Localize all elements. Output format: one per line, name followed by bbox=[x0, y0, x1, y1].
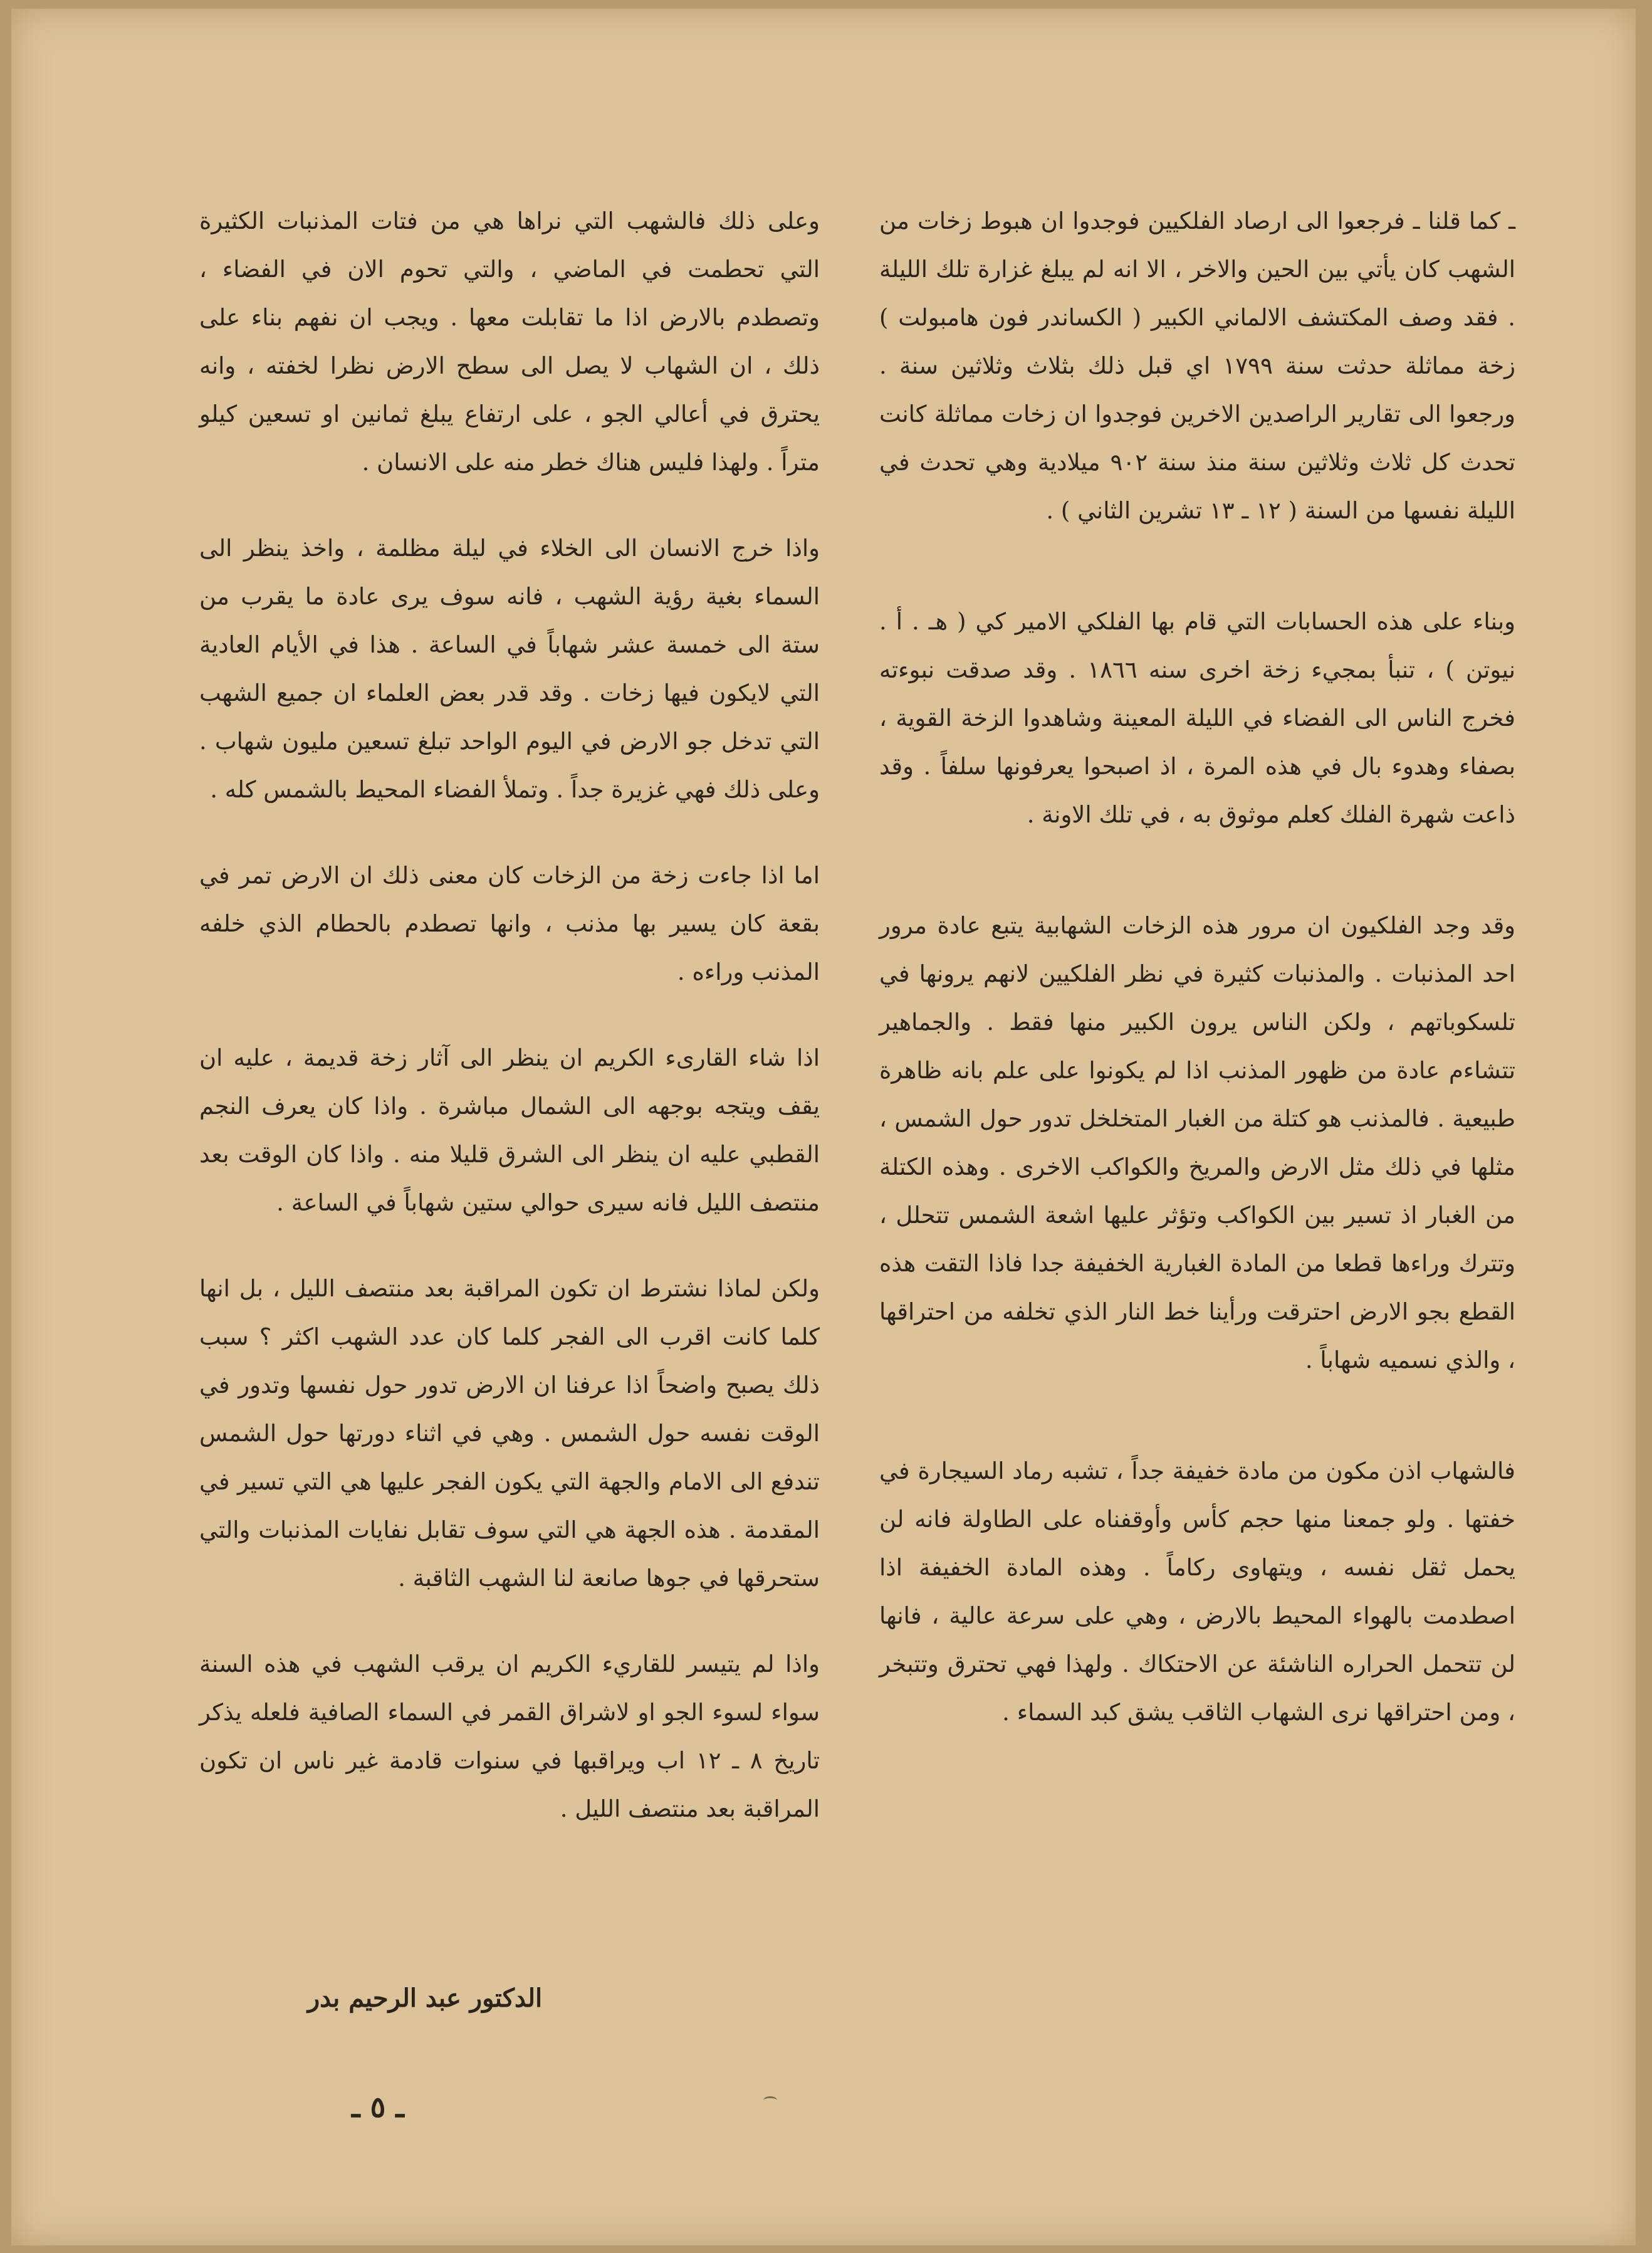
page-number: ـ ٥ ـ bbox=[352, 2090, 404, 2124]
paragraph: ـ كما قلنا ـ فرجعوا الى ارصاد الفلكيين فوجدوا ان هبوط زخات من الشهب كان يأتي بين الحين والاخر ، الا انه لم يبلغ غزارة تلك الليلة . فقد وصف المكتشف الالماني الكبير ( الكساندر فون هامبولت ) زخة مماثلة حدثت سنة ١٧٩٩ اي قبل ذلك بثلاث وثلاثين سنة . ورجعوا الى تقارير الراصدين الاخرين فوجدوا ان زخات مماثلة كانت تحدث كل ثلاث وثلاثين سنة منذ سنة ٩٠٢ ميلادية وهي تحدث في الليلة نفسها من السنة ( ١٢ ـ ١٣ تشرين الثاني ) . bbox=[879, 207, 1516, 524]
article-column-left bbox=[199, 197, 820, 1833]
paragraph: وعلى ذلك فالشهب التي نراها هي من فتات المذنبات الكثيرة التي تحطمت في الماضي ، والتي تحوم الان في الفضاء ، وتصطدم بالارض اذا ما تقابلت معها . ويجب ان نفهم بناء على ذلك ، ان الشهاب لا يصل الى سطح الارض نظرا لخفته ، وانه يحترق في أعالي الجو ، على ارتفاع يبلغ ثمانين او تسعين كيلو متراً . ولهذا فليس هناك خطر منه على الانسان . bbox=[199, 207, 820, 476]
article-column-right bbox=[879, 197, 1515, 1736]
paragraph: واذا خرج الانسان الى الخلاء في ليلة مظلمة ، واخذ ينظر الى السماء بغية رؤية الشهب ، فانه سوف يرى عادة ما يقرب من ستة الى خمسة عشر شهاباً في الساعة . هذا في الأيام العادية التي لايكون فيها زخات . وقد قدر بعض العلماء ان جميع الشهب التي تدخل جو الارض في اليوم الواحد تبلغ تسعين مليون شهاب . وعلى ذلك فهي غزيرة جداً . وتملأ الفضاء المحيط بالشمس كله . bbox=[199, 535, 820, 803]
paragraph: وقد وجد الفلكيون ان مرور هذه الزخات الشهابية يتبع عادة مرور احد المذنبات . والمذنبات كثيرة في نظر الفلكيين لانهم يرونها في تلسكوباتهم ، ولكن الناس يرون الكبير منها فقط . والجماهير تتشاءم عادة من ظهور المذنب اذا لم يكونوا على علم بانه ظاهرة طبيعية . فالمذنب هو كتلة من الغبار المتخلخل تدور حول الشمس ، مثلها في ذلك مثل الارض والمريخ والكواكب الاخرى . وهذه الكتلة من الغبار اذ تسير بين الكواكب وتؤثر عليها اشعة الشمس تتحلل ، وتترك وراءها قطعا من المادة الغبارية الخفيفة جدا فاذا التقت هذه القطع بجو الارض احترقت ورأينا خط النار الذي تخلفه من احتراقها ، والذي نسميه شهاباً . bbox=[879, 912, 1515, 1373]
paragraph: وبناء على هذه الحسابات التي قام بها الفلكي الامير كي ( هـ . أ . نيوتن ) ، تنبأ بمجيء زخة اخرى سنه ١٨٦٦ . وقد صدقت نبوءته فخرج الناس الى الفضاء في الليلة المعينة وشاهدوا الزخة القوية ، بصفاء وهدوء بال في هذه المرة ، اذ اصبحوا يعرفونها سلفاً . وقد ذاعت شهرة الفلك كعلم موثوق به ، في تلك الاونة . bbox=[879, 608, 1516, 828]
paragraph: واذا لم يتيسر للقاريء الكريم ان يرقب الشهب في هذه السنة سواء لسوء الجو او لاشراق القمر في السماء الصافية فلعله يذكر تاريخ ٨ ـ ١٢ اب ويراقبها في سنوات قادمة غير ناس ان تكون المراقبة بعد منتصف الليل . bbox=[199, 1651, 820, 1822]
author-signature: الدكتور عبد الرحيم بدر bbox=[307, 1983, 543, 2013]
ink-mark bbox=[763, 2096, 777, 2104]
paragraph: ولكن لماذا نشترط ان تكون المراقبة بعد منتصف الليل ، بل انها كلما كانت اقرب الى الفجر كلما كان عدد الشهب اكثر ؟ سبب ذلك يصبح واضحاً اذا عرفنا ان الارض تدور حول نفسها وتدور في الوقت نفسه حول الشمس . وهي في اثناء دورتها حول الشمس تندفع الى الامام والجهة التي يكون الفجر عليها هي التي تسير في المقدمة . هذه الجهة هي التي سوف تقابل نفايات المذنبات والتي ستحرقها في جوها صانعة لنا الشهب الثاقبة . bbox=[199, 1275, 820, 1592]
page-sheet bbox=[11, 9, 1636, 2245]
paragraph: اذا شاء القارىء الكريم ان ينظر الى آثار زخة قديمة ، عليه ان يقف ويتجه بوجهه الى الشمال مباشرة . واذا كان يعرف النجم القطبي عليه ان ينظر الى الشرق قليلا منه . واذا كان الوقت بعد منتصف الليل فانه سيرى حوالي ستين شهاباً في الساعة . bbox=[199, 1044, 820, 1216]
paragraph: اما اذا جاءت زخة من الزخات كان معنى ذلك ان الارض تمر في بقعة كان يسير بها مذنب ، وانها تصطدم بالحطام الذي خلفه المذنب وراءه . bbox=[199, 862, 820, 985]
paragraph: فالشهاب اذن مكون من مادة خفيفة جداً ، تشبه رماد السيجارة في خفتها . ولو جمعنا منها حجم كأس وأوقفناه على الطاولة فانه لن يحمل ثقل نفسه ، ويتهاوى ركاماً . وهذه المادة الخفيفة اذا اصطدمت بالهواء المحيط بالارض ، وهي على سرعة عالية ، فانها لن تتحمل الحراره الناشئة عن الاحتكاك . ولهذا فهي تحترق وتتبخر ، ومن احتراقها نرى الشهاب الثاقب يشق كبد السماء . bbox=[879, 1457, 1515, 1726]
